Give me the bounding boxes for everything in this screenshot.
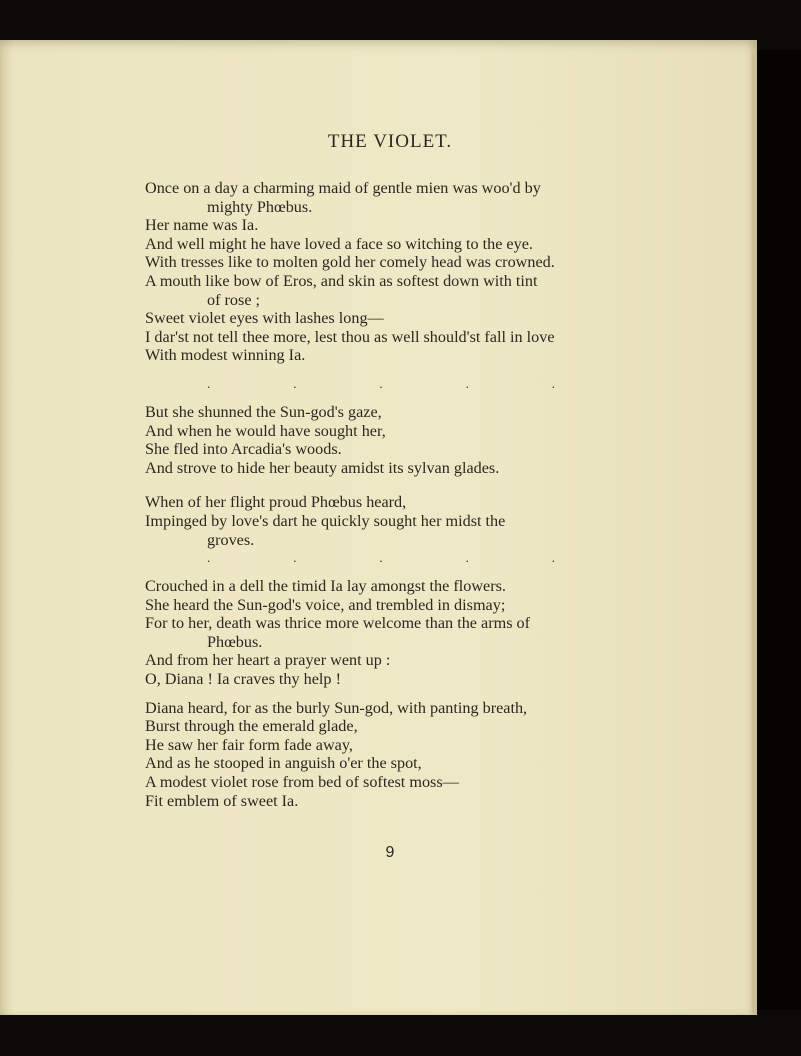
divider-dot: .	[379, 550, 383, 566]
poem-line: But she shunned the Sun-god's gaze,	[145, 402, 382, 421]
poem-line: I dar'st not tell thee more, lest thou as well should'st fall in love	[145, 327, 555, 346]
poem-line: of rose ;	[207, 290, 261, 309]
stanza-2	[145, 403, 625, 477]
divider-dot: .	[207, 550, 211, 566]
divider-dot: .	[293, 550, 297, 566]
poem-line: And well might he have loved a face so witching to the eye.	[145, 234, 533, 253]
poem-title: THE VIOLET.	[327, 131, 453, 152]
poem-line: For to her, death was thrice more welcome than the arms of	[145, 614, 531, 633]
stanza-4	[145, 577, 625, 689]
poem-line: And as he stooped in anguish o'er the spot,	[145, 754, 422, 773]
poem-line: She heard the Sun-god's voice, and trembled in dismay;	[145, 595, 506, 614]
page-edge	[752, 55, 755, 1015]
poem-line: He saw her fair form fade away,	[145, 735, 353, 754]
poem-line: Her name was Ia.	[145, 216, 259, 235]
poem-line: Crouched in a dell the timid Ia lay amongst the flowers.	[145, 577, 506, 596]
poem-line: Sweet violet eyes with lashes long—	[145, 309, 384, 328]
poem-line: Burst through the emerald glade,	[145, 717, 358, 736]
poem-line: O, Diana ! Ia craves thy help !	[145, 670, 341, 689]
poem-line: Phœbus.	[207, 632, 263, 651]
poem-line: And strove to hide her beauty amidst its sylvan glades.	[145, 458, 500, 477]
divider-dot: .	[293, 375, 297, 391]
dark-background	[757, 50, 801, 1010]
poem-line: When of her flight proud Phœbus heard,	[145, 493, 407, 512]
divider-dot: .	[207, 375, 211, 391]
page-number: 9	[385, 844, 395, 861]
stanza-5	[145, 699, 625, 811]
poem-line: With tresses like to molten gold her comely head was crowned.	[145, 253, 555, 272]
poem-line: A mouth like bow of Eros, and skin as softest down with tint	[145, 271, 538, 290]
section-divider-dots	[145, 375, 555, 393]
divider-dot: .	[551, 550, 555, 566]
divider-dot: .	[465, 375, 469, 391]
poem-line: And when he would have sought her,	[145, 421, 386, 440]
poem-line: Once on a day a charming maid of gentle mien was woo'd by	[145, 179, 541, 197]
poem-body	[145, 179, 625, 810]
poem-line: Diana heard, for as the burly Sun-god, with panting breath,	[145, 698, 528, 717]
divider-dot: .	[551, 375, 555, 391]
poem-line: A modest violet rose from bed of softest moss—	[145, 773, 459, 792]
section-divider-dots	[145, 549, 555, 567]
poem-line: groves.	[207, 530, 255, 549]
stanza-3	[145, 493, 625, 549]
poem-line: mighty Phœbus.	[207, 197, 313, 216]
poem-line: Fit emblem of sweet Ia.	[145, 791, 299, 810]
poem-line: Impinged by love's dart he quickly sought her midst the	[145, 511, 506, 530]
poem-line: She fled into Arcadia's woods.	[145, 440, 342, 459]
divider-dot: .	[379, 375, 383, 391]
stanza-1	[145, 179, 625, 365]
poem-line: With modest winning Ia.	[145, 346, 306, 365]
poem-line: And from her heart a prayer went up :	[145, 651, 391, 670]
divider-dot: .	[465, 550, 469, 566]
